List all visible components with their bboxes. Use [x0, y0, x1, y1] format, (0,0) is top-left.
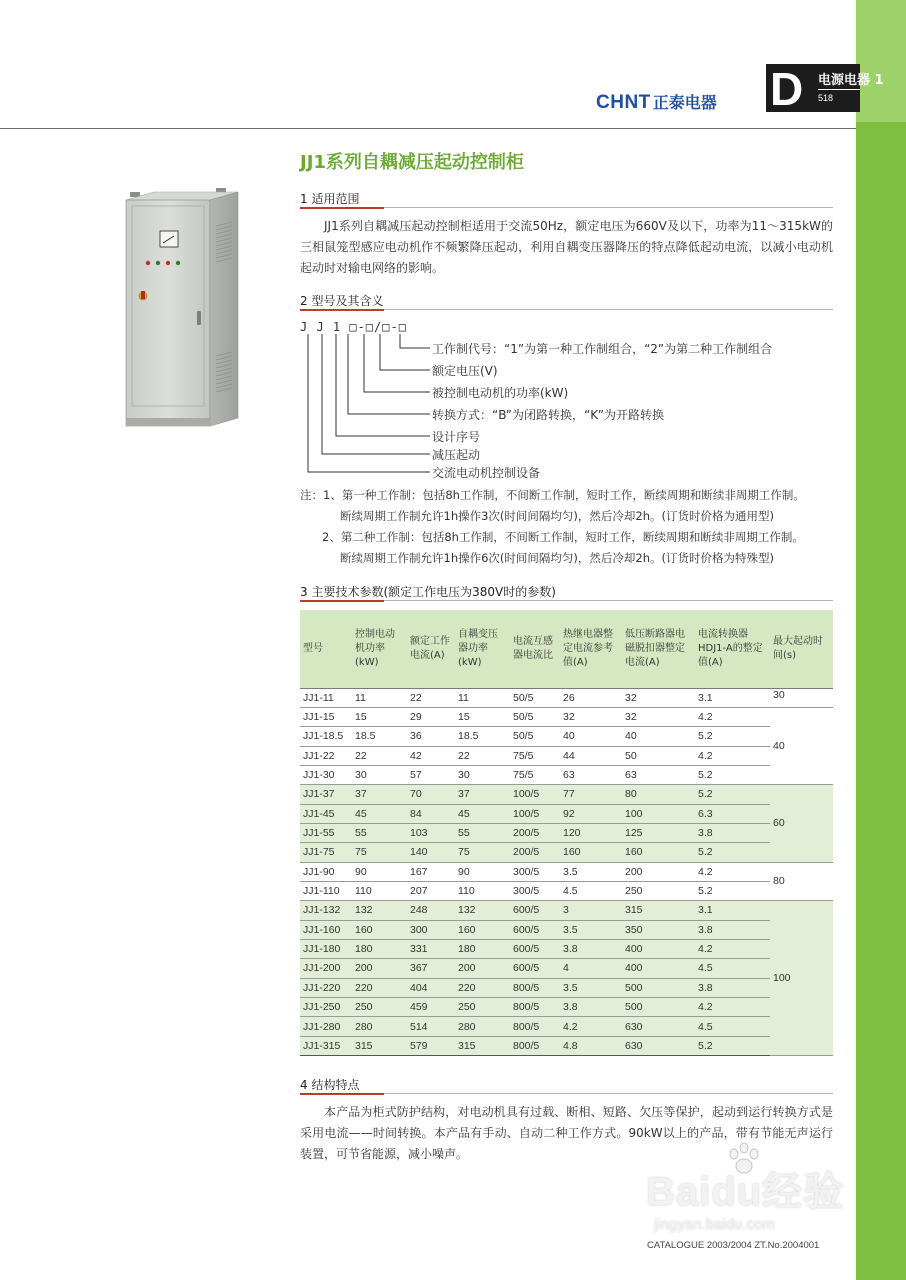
column-header: 电流转换器HDJ1-A的整定值(A)	[695, 610, 770, 688]
table-cell: 4.5	[695, 1017, 770, 1036]
cabinet-photo	[124, 186, 240, 428]
table-cell: 3.5	[560, 920, 622, 939]
table-body	[300, 688, 833, 1056]
note-line: 注：1、第一种工作制：包括8h工作制，不间断工作制，短时工作，断续周期和断续非周期工作制。	[300, 488, 805, 502]
start-time-cell: 80	[770, 862, 833, 901]
section-title: 电源电器 1	[818, 73, 884, 88]
table-cell: 4.2	[695, 746, 770, 765]
table-cell: 3.8	[560, 939, 622, 958]
table-cell: 160	[352, 920, 407, 939]
table-cell: JJ1-18.5	[300, 727, 352, 746]
column-header: 额定工作电流(A)	[407, 610, 455, 688]
table-cell: 315	[352, 1036, 407, 1055]
table-row	[300, 804, 833, 823]
table-cell: 514	[407, 1017, 455, 1036]
table-cell: 50/5	[510, 688, 560, 707]
logo-text-en: CHNT	[596, 92, 651, 113]
table-cell: 4	[560, 959, 622, 978]
table-cell: 5.2	[695, 1036, 770, 1055]
table-row	[300, 1017, 833, 1036]
table-cell: 40	[622, 727, 695, 746]
baidu-watermark	[640, 1142, 850, 1238]
table-cell: 300/5	[510, 881, 560, 900]
table-row	[300, 920, 833, 939]
section-2-heading: 2 型号及其含义	[300, 292, 833, 309]
table-cell: 36	[407, 727, 455, 746]
table-cell: 75	[352, 843, 407, 862]
model-code: J J 1 □-□/□-□	[300, 320, 407, 334]
table-cell: 3.5	[560, 862, 622, 881]
table-cell: 5.2	[695, 765, 770, 784]
note-line: 断续周期工作制允许1h操作6次(时间间隔均匀)，然后冷却2h。(订货时价格为特殊型)	[340, 551, 774, 565]
table-cell: 22	[407, 688, 455, 707]
table-cell: 600/5	[510, 901, 560, 920]
table-cell: 331	[407, 939, 455, 958]
table-cell: JJ1-315	[300, 1036, 352, 1055]
table-cell: JJ1-75	[300, 843, 352, 862]
table-cell: 167	[407, 862, 455, 881]
table-cell: 300	[407, 920, 455, 939]
table-row	[300, 998, 833, 1017]
table-cell: 90	[455, 862, 510, 881]
table-cell: 600/5	[510, 920, 560, 939]
table-cell: 160	[622, 843, 695, 862]
table-cell: 140	[407, 843, 455, 862]
table-cell: 45	[352, 804, 407, 823]
table-cell: 200	[455, 959, 510, 978]
table-cell: 4.2	[695, 707, 770, 726]
table-cell: JJ1-280	[300, 1017, 352, 1036]
table-cell: 37	[455, 785, 510, 804]
table-cell: JJ1-30	[300, 765, 352, 784]
table-cell: 15	[352, 707, 407, 726]
start-time-cell: 30	[770, 688, 833, 707]
table-cell: 15	[455, 707, 510, 726]
catalogue-footer: CATALOGUE 2003/2004 ZT.No.2004001	[647, 1240, 820, 1251]
table-cell: JJ1-200	[300, 959, 352, 978]
table-cell: 500	[622, 978, 695, 997]
column-header: 热继电器整定电流参考值(A)	[560, 610, 622, 688]
note-line: 断续周期工作制允许1h操作3次(时间间隔均匀)，然后冷却2h。(订货时价格为通用型)	[340, 509, 774, 523]
section-4-heading: 4 结构特点	[300, 1076, 833, 1093]
legend-item: 设计序号	[432, 430, 481, 444]
table-cell: 5.2	[695, 785, 770, 804]
logo-text-cn: 正泰电器	[652, 93, 717, 112]
table-cell: 50/5	[510, 707, 560, 726]
table-cell: 11	[352, 688, 407, 707]
table-cell: 132	[352, 901, 407, 920]
legend-item: 转换方式：“B”为闭路转换，“K”为开路转换	[432, 408, 664, 422]
spec-table	[300, 610, 833, 1056]
table-cell: 32	[560, 707, 622, 726]
table-cell: 3	[560, 901, 622, 920]
table-row	[300, 978, 833, 997]
table-cell: 5.2	[695, 843, 770, 862]
table-cell: 220	[352, 978, 407, 997]
section-letter: D	[770, 63, 804, 115]
table-cell: 92	[560, 804, 622, 823]
page-number: 518	[818, 93, 834, 103]
table-cell: 63	[560, 765, 622, 784]
table-cell: 200/5	[510, 823, 560, 842]
table-row	[300, 939, 833, 958]
table-cell: 800/5	[510, 1036, 560, 1055]
table-cell: 120	[560, 823, 622, 842]
table-cell: 800/5	[510, 998, 560, 1017]
column-header: 电流互感器电流比	[510, 610, 560, 688]
table-row	[300, 727, 833, 746]
table-row	[300, 1036, 833, 1055]
table-cell: 30	[455, 765, 510, 784]
brand-logo	[596, 90, 717, 116]
table-row	[300, 765, 833, 784]
table-row	[300, 959, 833, 978]
model-code-bracket-diagram	[300, 332, 434, 476]
table-cell: 57	[407, 765, 455, 784]
table-cell: 3.5	[560, 978, 622, 997]
table-cell: JJ1-11	[300, 688, 352, 707]
table-row	[300, 881, 833, 900]
table-cell: 3.8	[695, 823, 770, 842]
table-cell: JJ1-180	[300, 939, 352, 958]
table-cell: 32	[622, 688, 695, 707]
table-row	[300, 843, 833, 862]
table-cell: 600/5	[510, 939, 560, 958]
table-cell: 55	[352, 823, 407, 842]
section-3-heading: 3 主要技术参数(额定工作电压为380V时的参数)	[300, 583, 833, 600]
start-time-cell: 40	[770, 707, 833, 784]
page-title: JJ1系列自耦减压起动控制柜	[300, 152, 524, 173]
table-cell: 26	[560, 688, 622, 707]
table-row	[300, 707, 833, 726]
legend-item: 减压起动	[432, 448, 481, 462]
table-row	[300, 823, 833, 842]
header-divider	[0, 128, 856, 129]
table-row	[300, 901, 833, 920]
table-cell: 4.2	[695, 998, 770, 1017]
table-cell: 75	[455, 843, 510, 862]
table-cell: JJ1-160	[300, 920, 352, 939]
table-cell: 100	[622, 804, 695, 823]
table-cell: 125	[622, 823, 695, 842]
section-tab	[766, 63, 884, 115]
table-cell: 11	[455, 688, 510, 707]
table-cell: 75/5	[510, 746, 560, 765]
table-cell: 800/5	[510, 978, 560, 997]
table-cell: 404	[407, 978, 455, 997]
table-cell: 45	[455, 804, 510, 823]
table-cell: 110	[352, 881, 407, 900]
table-cell: 250	[352, 998, 407, 1017]
table-cell: 30	[352, 765, 407, 784]
column-header: 最大起动时间(s)	[770, 610, 833, 688]
watermark-url: jingyan.baidu.com	[654, 1216, 775, 1233]
legend-item: 工作制代号：“1”为第一种工作制组合，“2”为第二种工作制组合	[432, 342, 773, 356]
table-cell: JJ1-22	[300, 746, 352, 765]
table-header-row	[300, 610, 833, 688]
table-cell: 600/5	[510, 959, 560, 978]
table-cell: 160	[455, 920, 510, 939]
table-cell: 200	[622, 862, 695, 881]
column-header: 自耦变压器功率(kW)	[455, 610, 510, 688]
section-4-text: 本产品为柜式防护结构，对电动机具有过载、断相、短路、欠压等保护，起动到运行转换方式是采用电流——时间转换。本产品有手动、自动二种工作方式。90kW以上的产品，带有节能无声运行装置，可节省能源，减小噪声。	[300, 1105, 833, 1161]
table-row	[300, 862, 833, 881]
table-cell: 110	[455, 881, 510, 900]
table-cell: 280	[352, 1017, 407, 1036]
table-cell: 18.5	[352, 727, 407, 746]
legend-item: 交流电动机控制设备	[432, 466, 541, 480]
table-cell: 250	[455, 998, 510, 1017]
table-cell: 459	[407, 998, 455, 1017]
table-row	[300, 785, 833, 804]
table-cell: 500	[622, 998, 695, 1017]
table-cell: 4.5	[560, 881, 622, 900]
table-cell: 44	[560, 746, 622, 765]
table-cell: 4.2	[695, 939, 770, 958]
table-cell: 400	[622, 939, 695, 958]
table-cell: 80	[622, 785, 695, 804]
table-cell: JJ1-250	[300, 998, 352, 1017]
table-cell: 40	[560, 727, 622, 746]
table-cell: 280	[455, 1017, 510, 1036]
table-cell: 350	[622, 920, 695, 939]
start-time-cell: 100	[770, 901, 833, 1056]
table-cell: JJ1-37	[300, 785, 352, 804]
table-cell: 4.5	[695, 959, 770, 978]
table-cell: 18.5	[455, 727, 510, 746]
table-cell: 77	[560, 785, 622, 804]
table-cell: 42	[407, 746, 455, 765]
table-cell: JJ1-132	[300, 901, 352, 920]
table-cell: 5.2	[695, 727, 770, 746]
table-cell: 579	[407, 1036, 455, 1055]
side-color-strip	[856, 0, 906, 1280]
table-cell: 84	[407, 804, 455, 823]
table-cell: 400	[622, 959, 695, 978]
table-cell: JJ1-15	[300, 707, 352, 726]
table-cell: JJ1-90	[300, 862, 352, 881]
table-cell: 5.2	[695, 881, 770, 900]
table-cell: 50/5	[510, 727, 560, 746]
table-cell: 200/5	[510, 843, 560, 862]
table-cell: 100/5	[510, 804, 560, 823]
table-cell: 3.8	[695, 978, 770, 997]
table-cell: 63	[622, 765, 695, 784]
table-cell: 250	[622, 881, 695, 900]
table-cell: 90	[352, 862, 407, 881]
table-cell: 315	[455, 1036, 510, 1055]
table-cell: 300/5	[510, 862, 560, 881]
table-cell: 103	[407, 823, 455, 842]
column-header: 低压断路器电磁脱扣器整定电流(A)	[622, 610, 695, 688]
table-cell: 630	[622, 1036, 695, 1055]
table-cell: 367	[407, 959, 455, 978]
table-cell: 160	[560, 843, 622, 862]
table-cell: 3.8	[560, 998, 622, 1017]
table-cell: 6.3	[695, 804, 770, 823]
table-cell: 220	[455, 978, 510, 997]
table-cell: 200	[352, 959, 407, 978]
table-cell: 207	[407, 881, 455, 900]
table-cell: 180	[455, 939, 510, 958]
table-cell: 22	[352, 746, 407, 765]
table-cell: JJ1-110	[300, 881, 352, 900]
table-row	[300, 688, 833, 707]
table-cell: 100/5	[510, 785, 560, 804]
column-header: 控制电动机功率(kW)	[352, 610, 407, 688]
legend-item: 被控制电动机的功率(kW)	[432, 386, 569, 400]
table-cell: 3.1	[695, 901, 770, 920]
table-cell: 630	[622, 1017, 695, 1036]
note-line: 2、第二种工作制：包括8h工作制，不间断工作制，短时工作，断续周期和断续非周期工作制。	[322, 530, 804, 544]
legend-item: 额定电压(V)	[432, 364, 498, 378]
start-time-cell: 60	[770, 785, 833, 862]
section-1-heading: 1 适用范围	[300, 190, 833, 207]
table-cell: 800/5	[510, 1017, 560, 1036]
table-cell: 180	[352, 939, 407, 958]
table-cell: JJ1-55	[300, 823, 352, 842]
table-cell: 248	[407, 901, 455, 920]
table-cell: 37	[352, 785, 407, 804]
table-cell: 70	[407, 785, 455, 804]
table-cell: 55	[455, 823, 510, 842]
table-cell: 4.2	[560, 1017, 622, 1036]
table-cell: 75/5	[510, 765, 560, 784]
section-1-text: JJ1系列自耦减压起动控制柜适用于交流50Hz，额定电压为660V及以下，功率为11～315kW的三相鼠笼型感应电动机作不频繁降压起动，利用自耦变压器降压的特点降低起动电流，以减小电动机起动时对输电网络的影响。	[300, 219, 833, 275]
column-header: 型号	[300, 610, 352, 688]
table-cell: 3.8	[695, 920, 770, 939]
table-cell: 29	[407, 707, 455, 726]
table-cell: 4.2	[695, 862, 770, 881]
table-cell: 32	[622, 707, 695, 726]
table-row	[300, 746, 833, 765]
table-cell: 22	[455, 746, 510, 765]
watermark-brand: Baidu经验	[646, 1170, 845, 1214]
table-cell: 3.1	[695, 688, 770, 707]
table-cell: 132	[455, 901, 510, 920]
table-cell: 4.8	[560, 1036, 622, 1055]
table-cell: 315	[622, 901, 695, 920]
table-cell: JJ1-45	[300, 804, 352, 823]
table-cell: JJ1-220	[300, 978, 352, 997]
table-cell: 50	[622, 746, 695, 765]
